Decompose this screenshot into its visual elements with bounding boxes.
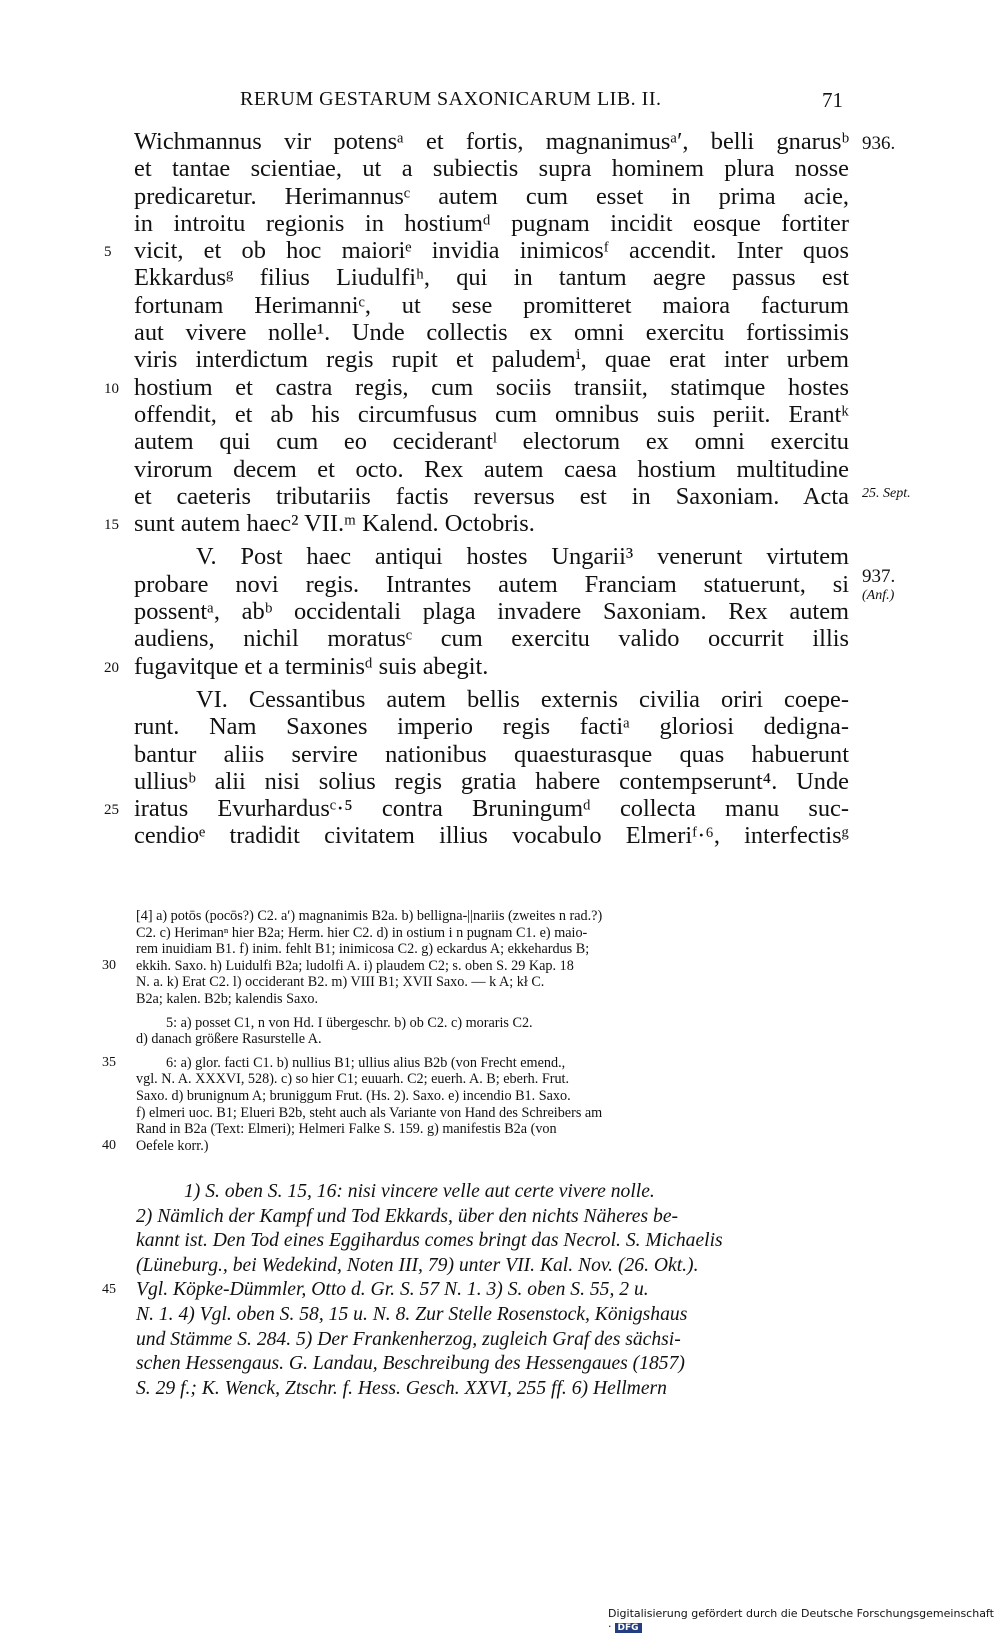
apparatus-line: vgl. N. A. XXXVI, 528). c) so hier C1; euuarh. C2; euerh. A. B; eberh. Frut. <box>136 1071 570 1088</box>
text-line: runt. Nam Saxones imperio regis factiᵃ gloriosi dedigna- <box>134 713 849 741</box>
footnote-line: S. 29 f.; K. Wenck, Ztschr. f. Hess. Gesch. XXVI, 255 ff. 6) Hellmern <box>136 1377 667 1399</box>
apparatus-line: B2a; kalen. B2b; kalendis Saxo. <box>136 990 319 1007</box>
apparatus-line: rem inuidiam B1. f) inim. fehlt B1; inimicosa C2. g) eckardus A; ekkehardus B; <box>136 941 590 958</box>
apparatus-line: Saxo. d) brunignum A; bruniggum Frut. (Hs. 2). Saxo. e) incendio B1. Saxo. <box>136 1087 571 1104</box>
margin-year: 936. <box>862 133 896 154</box>
apparatus-line <box>102 1054 850 1072</box>
apparatus-line: N. a. k) Erat C2. l) occiderant B2. m) VIII B1; XVII Saxo. — k A; kł C. <box>136 974 545 991</box>
text-line: viris interdictum regis rupit et paludemⁱ, quae erat inter urbem <box>134 346 849 374</box>
text-line-content: iratus Evurhardusᶜ·⁵ contra Bruningumᵈ collecta manu suc- <box>134 795 849 823</box>
digitization-credit <box>608 1607 1000 1633</box>
apparatus-line: [4] a) potōs (pocōs?) C2. a′) magnanimis B2a. b) belligna-||nariis (zweites n rad.?) <box>136 908 603 924</box>
critical-apparatus <box>102 908 850 1154</box>
text-line <box>104 237 849 265</box>
text-line: et caeteris tributariis factis reversus est in Saxoniam. Acta <box>134 482 849 510</box>
apparatus-line <box>102 1137 850 1155</box>
line-number: 25 <box>104 802 119 819</box>
footnote-line <box>102 1278 850 1303</box>
text-line: autem qui cum eo ceciderantˡ electorum ex omni exercitu <box>134 428 849 456</box>
footnote-line-content: Vgl. Köpke-Dümmler, Otto d. Gr. S. 57 N. 1. 3) S. oben S. 55, 2 u. <box>136 1279 649 1301</box>
text-line <box>104 510 849 538</box>
line-number: 15 <box>104 517 119 534</box>
margin-note: (Anf.) <box>862 588 895 603</box>
text-line-content: vicit, et ob hoc maioriᵉ invidia inimicosᶠ accendit. Inter quos <box>134 237 849 265</box>
apparatus-line: 5: a) posset C1, n von Hd. I übergeschr. b) ob C2. c) moraris C2. <box>166 1014 533 1031</box>
text-line: cendioᵉ tradidit civitatem illius vocabulo Elmeriᶠ·⁶, interfectisᵍ <box>134 822 849 850</box>
footnote-line: kannt ist. Den Tod eines Eggihardus comes bringt das Necrol. S. Michaelis <box>136 1230 723 1252</box>
text-line <box>104 652 849 680</box>
credit-text: Digitalisierung gefördert durch die Deutsche Forschungsgemeinschaft · <box>608 1607 994 1633</box>
text-line: audiens, nichil moratusᶜ cum exercitu valido occurrit illis <box>134 625 849 653</box>
apparatus-line-content: ekkih. Saxo. h) Luidulfi B2a; ludolfi A. i) plaudem C2; s. oben S. 29 Kap. 18 <box>136 957 574 974</box>
text-line: Wichmannus vir potensᵃ et fortis, magnanimusᵃ′, belli gnarusᵇ <box>134 128 849 155</box>
apparatus-line: C2. c) Herimanⁿ hier B2a; Herm. hier C2. d) in ostium i n pugnam C1. e) maio- <box>136 924 588 941</box>
apparatus-line: f) elmeri uoc. B1; Elueri B2b, steht auch als Variante von Hand des Schreibers am <box>136 1104 603 1121</box>
text-line-content: hostium et castra regis, cum sociis transiit, statimque hostes <box>134 373 849 401</box>
text-line: possentᵃ, abᵇ occidentali plaga invadere Saxoniam. Rex autem <box>134 598 849 626</box>
text-line-content: fugavitque et a terminisᵈ suis abegit. <box>134 652 489 680</box>
footnote-line: (Lüneburg., bei Wedekind, Noten III, 79) unter VII. Kal. Nov. (26. Okt.). <box>136 1254 699 1276</box>
text-line: bantur aliis servire nationibus quaesturasque quas habuerunt <box>134 740 849 768</box>
text-line: in introitu regionis in hostiumᵈ pugnam incidit eosque fortiter <box>134 209 849 237</box>
text-line <box>104 795 849 823</box>
apparatus-line: Rand in B2a (Text: Elmeri); Helmeri Falke S. 159. g) manifestis B2a (von <box>136 1121 557 1138</box>
apparatus-line-content: 6: a) glor. facti C1. b) nullius B1; ullius alius B2b (von Frecht emend., <box>166 1054 566 1071</box>
text-line: fortunam Herimanniᶜ, ut sese promitteret maiora facturum <box>134 291 849 319</box>
text-line: predicaretur. Herimannusᶜ autem cum esset in prima acie, <box>134 182 849 210</box>
line-number: 20 <box>104 659 119 676</box>
text-line: offendit, et ab his circumfusus cum omnibus suis periit. Erantᵏ <box>134 400 849 428</box>
margin-year: 937. <box>862 566 896 587</box>
text-line: Ekkardusᵍ filius Liudulfiʰ, qui in tantum aegre passus est <box>134 264 849 292</box>
text-line: aut vivere nolle¹. Unde collectis ex omni exercitu fortissimis <box>134 319 849 347</box>
text-line: et tantae scientiae, ut a subiectis supra hominem plura nosse <box>134 155 849 183</box>
apparatus-line: d) danach größere Rasurstelle A. <box>136 1031 322 1048</box>
footnote-line: 2) Nämlich der Kampf und Tod Ekkards, über den nichts Näheres be- <box>136 1205 679 1227</box>
line-number: 35 <box>102 1054 116 1070</box>
footnotes <box>102 1180 850 1401</box>
footnote-line: und Stämme S. 284. 5) Der Frankenherzog, zugleich Graf des sächsi- <box>136 1328 681 1350</box>
footnote-line: schen Hessengaus. G. Landau, Beschreibung des Hessengaues (1857) <box>136 1353 685 1375</box>
line-number: 30 <box>102 957 116 973</box>
apparatus-line <box>102 957 850 975</box>
text-line: ulliusᵇ alii nisi solius regis gratia habere contempserunt⁴. Unde <box>134 767 849 795</box>
line-number: 45 <box>102 1282 116 1298</box>
text-line: virorum decem et octo. Rex autem caesa hostium multitudine <box>134 455 849 483</box>
footnote-line: 1) S. oben S. 15, 16: nisi vincere velle aut certe vivere nolle. <box>184 1181 655 1202</box>
apparatus-line-content: Oefele korr.) <box>136 1137 209 1154</box>
text-line: VI. Cessantibus autem bellis externis civilia oriri coepe- <box>196 685 849 713</box>
margin-date: 25. Sept. <box>862 486 911 501</box>
running-header: RERUM GESTARUM SAXONICARUM LIB. II. <box>240 88 662 110</box>
footnote-line: N. 1. 4) Vgl. oben S. 58, 15 u. N. 8. Zur Stelle Rosenstock, Königshaus <box>136 1303 688 1325</box>
text-line-content: sunt autem haec² VII.ᵐ Kalend. Octobris. <box>134 510 535 538</box>
line-number: 10 <box>104 380 119 397</box>
line-number: 40 <box>102 1137 116 1153</box>
text-line: probare novi regis. Intrantes autem Franciam statuerunt, si <box>134 570 849 598</box>
page-number: 71 <box>822 88 843 112</box>
text-line <box>104 373 849 401</box>
line-number: 5 <box>104 244 112 261</box>
dfg-logo: DFG <box>615 1623 642 1633</box>
text-line: V. Post haec antiqui hostes Ungarii³ venerunt virtutem <box>196 543 849 571</box>
main-text <box>104 128 849 850</box>
